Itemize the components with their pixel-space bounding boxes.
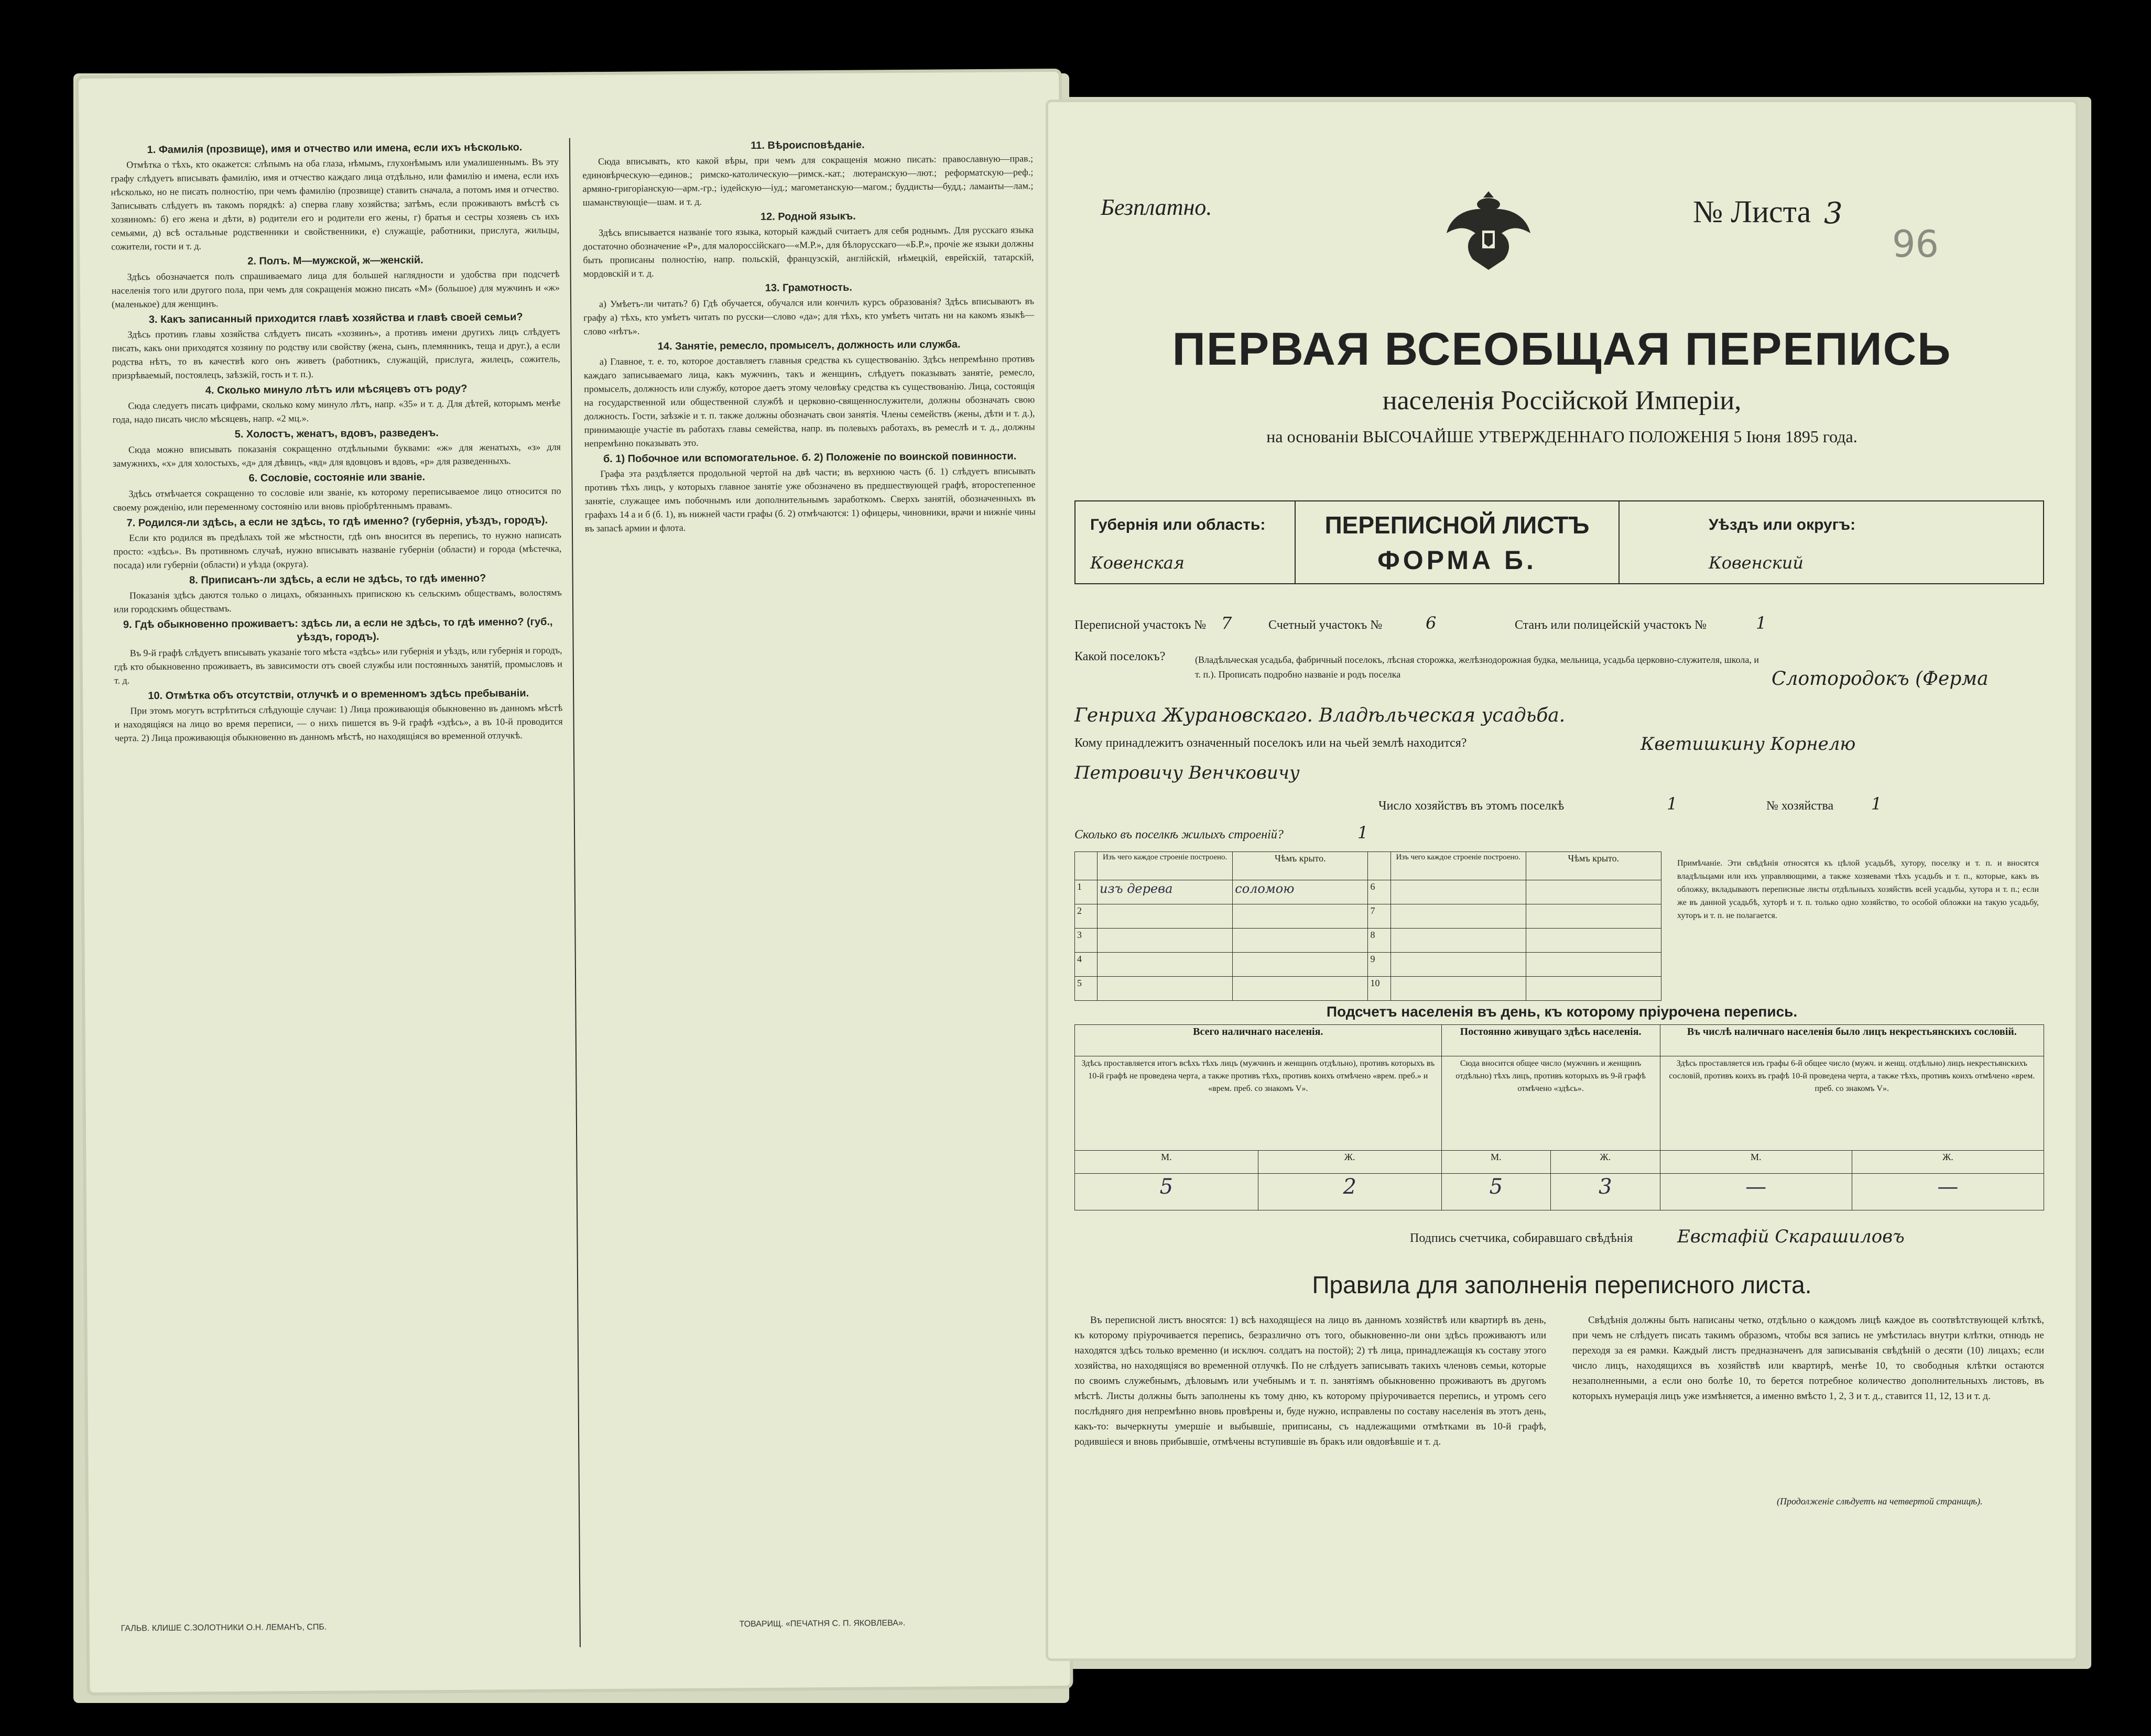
section-body: Здѣсь отмѣчается сокращенно то сословіе или званіе, къ которому переписываемое лицо относится по своему рожденію, или переменному состоянію или вновь пріобрѣтеннымъ правамъ. [113, 485, 561, 513]
nonpeasant-female-value: — [1852, 1174, 2044, 1210]
female-label: Ж. [1258, 1151, 1441, 1174]
settlement-value-1: Слотородокъ (Ферма [1772, 668, 1989, 690]
owner-value-2: Петровичу Венчковичу [1074, 762, 1300, 783]
district-value: Ковенский [1709, 553, 1804, 573]
section-body: Здѣсь вписывается названіе того языка, который каждый считаетъ для себя роднымъ. Для русскаго языка достаточно обозначение «Р», для малороссійскаго—«М.Р.», для бѣлорусскаго—«Б.Р.», прочіе же языки должны быть прописаны полностію, напр. польскій, французскій, англійскій, нѣмецкій, еврейскій, татарскій, мордовскій и т. д. [583, 224, 1034, 279]
population-table [1074, 1024, 2044, 1210]
section-title: 3. Какъ записанный приходится главѣ хозяйства и главѣ своей семьи? [148, 311, 523, 326]
left-page [79, 72, 1070, 1693]
section-body: Въ 9-й графѣ слѣдуетъ вписывать указаніе того мѣста «здѣсь» или губернія и уѣздъ, или губернія и городъ, гдѣ кто обыкновенно проживаетъ, въ зависимости отъ своей службы или постоянныхъ занятій, промысловъ и т. д. [114, 645, 562, 686]
owner-value-1: Кветишкину Корнелю [1641, 734, 1856, 755]
column-separator [569, 138, 581, 1647]
section-title: 5. Холостъ, женатъ, вдовъ, разведенъ. [234, 427, 439, 440]
section-title: б. 1) Побочное или вспомогательное. б. 2) Положеніе по воинской повинности. [603, 450, 1017, 465]
row-number: 6 [1368, 880, 1390, 904]
section-title: 2. Полъ. М—мужской, ж—женскій. [247, 254, 423, 267]
page-subtitle: населенія Россійской Имперіи, [1382, 386, 1742, 416]
section-body: Показанія здѣсь даются только о лицахъ, обязанныхъ припискою къ сельскимъ обществамъ, волостямъ или городскимъ обществамъ. [114, 587, 562, 615]
row-number: 4 [1075, 953, 1098, 977]
total-male-value: 5 [1075, 1174, 1258, 1210]
section-body: а) Главное, т. е. то, которое доставляетъ главныя средства къ существованію. Здѣсь непремѣнно противъ каждаго записываемаго лица, какъ мужчинъ, такъ и женщинъ, слѣдуетъ показывать занятіе, ремесло, промыселъ, должность или службу, которое даетъ этому человѣку средства къ существованію. Лица, состоящія на государственной или общественной службѣ и церковно-священнослужители, должны обозначать свою должность. Гости, заѣзжіе и т. п. также должны обозначать свои занятія. Члены семействъ (жены, дѣти и т. д.), принимающіе участіе въ работахъ главы семейства, напр. въ полевыхъ работахъ, въ ремеслѣ и т. д., должны непремѣнно показывать это. [583, 353, 1035, 449]
count-area-label: Счетный участокъ № [1268, 618, 1383, 632]
pop-col-text: Здѣсь проставляется изъ графы 6-й общее число (мужч. и женщ. отдѣльно) лицъ некрестьянскихъ сословій, противъ коихъ въ графѣ 10-й проведена черта, а также тѣхъ, противъ коихъ отмѣчено «врем. преб. со знакомъ V». [1660, 1056, 2044, 1151]
instructions-column-1 [111, 138, 569, 1598]
page-title: ПЕРВАЯ ВСЕОБЩАЯ ПЕРЕПИСЬ [1172, 323, 1952, 375]
row-number: 5 [1075, 977, 1098, 1001]
male-label: М. [1660, 1151, 1852, 1174]
signature-value: Евстафій Скарашиловъ [1677, 1226, 1905, 1247]
col-roof-header: Чѣмъ крыто. [1233, 852, 1368, 880]
female-label: Ж. [1551, 1151, 1660, 1174]
col-what-header-2: Изъ чего каждое строеніе построено. [1390, 852, 1526, 880]
imperial-eagle-icon [1436, 176, 1541, 280]
section-title: 4. Сколько минуло лѣтъ или мѣсяцевъ отъ роду? [205, 383, 468, 397]
settlement-hint: (Владѣльческая усадьба, фабричный поселокъ, лѣсная сторожка, желѣзнодорожная будка, мельница, усадьба церковно-служителя, школа, и т. п.). Прописать подробно названіе и родъ поселка [1195, 654, 1759, 680]
male-label: М. [1441, 1151, 1550, 1174]
province-value: Ковенская [1090, 553, 1185, 573]
section-body: Здѣсь противъ главы хозяйства слѣдуетъ писать «хозяинъ», а противъ имени другихъ лицъ слѣдуетъ писать, какъ они приходятся хозяину по родству или свойству (жена, сынъ, племянникъ, теща и друг.), а если родства нѣтъ, то въ качествѣ кого онъ живетъ (работникъ, служащій, прислуга, жилецъ, сожитель, призрѣваемый, постоялецъ, заѣзжій, гость и т. п.). [112, 326, 560, 381]
section-title: 11. Вѣроисповѣданіе. [751, 139, 865, 152]
rules-title: Правила для заполненія переписного листа. [1312, 1271, 1812, 1298]
population-heading: Подсчетъ населенія въ день, къ которому пріурочена перепись. [1326, 1003, 1798, 1020]
pop-col-text: Здѣсь проставляется итогъ всѣхъ тѣхъ лицъ (мужчинъ и женщинъ отдѣльно), противъ которыхъ въ 10-й графѣ не проведена черта, а также противъ тѣхъ, противъ коихъ отмѣчено «врем. преб.» и «врем. преб. со знакомъ V». [1075, 1056, 1442, 1151]
section-body: Сюда следуетъ писать цифрами, сколько кому минуло лѣтъ, напр. «35» и т. д. Для дѣтей, которымъ менѣе года, надо писать число мѣсяцевъ, напр. «2 мц.». [112, 397, 561, 425]
row-number: 3 [1075, 929, 1098, 953]
resident-female-value: 3 [1551, 1174, 1660, 1210]
legal-basis: на основаніи ВЫСОЧАЙШЕ УТВЕРЖДЕННАГО ПОЛОЖЕНІЯ 5 Іюня 1895 года. [1266, 427, 1857, 446]
col-roof-header-2: Чѣмъ крыто. [1526, 852, 1661, 880]
right-page [1048, 102, 2076, 1658]
row-number: 2 [1075, 904, 1098, 929]
buildings-value: 1 [1357, 823, 1368, 843]
section-body: Здѣсь обозначается полъ спрашиваемаго лица для большей наглядности и удобства при подсчетѣ населенія того или другого пола, при чемъ для сокращенія можно писать «М» (большое) для мужчинъ и «ж» (маленькое) для женщинъ. [111, 268, 560, 310]
form-title: ПЕРЕПИСНОЙ ЛИСТЪ [1324, 511, 1590, 539]
form-name: ФОРМА Б. [1377, 545, 1537, 575]
section-title: 9. Гдѣ обыкновенно проживаетъ: здѣсь ли, а если не здѣсь, то гдѣ именно? (губ., уѣздъ, городъ). [123, 616, 553, 643]
buildings-label: Сколько въ поселкѣ жилыхъ строеній? [1074, 828, 1284, 842]
pencil-mark: 96 [1892, 223, 1939, 266]
row-number: 1 [1075, 880, 1098, 904]
pop-col-header: Въ числѣ наличнаго населенія было лицъ некрестьянскихъ сословій. [1660, 1025, 2044, 1056]
section-title: 1. Фамилія (прозвище), имя и отчество или имена, если ихъ нѣсколько. [147, 141, 523, 156]
section-body: Если кто родился въ предѣлахъ той же мѣстности, гдѣ онъ вносится въ перепись, то нужно написать просто: «здѣсь». Въ противномъ случаѣ, нужно вписывать названіе губерніи (области) и города (мѣстечка, посада) или губерніи (области) и уѣзда (округа). [113, 529, 562, 571]
section-title: 8. Приписанъ-ли здѣсь, а если не здѣсь, то гдѣ именно? [189, 572, 486, 586]
row-number: 8 [1368, 929, 1390, 953]
pop-col-text: Сюда вносится общее число (мужчинъ и женщинъ отдѣльно) тѣхъ лицъ, противъ которыхъ въ 9-й графѣ отмѣчено «здѣсь». [1441, 1056, 1660, 1151]
col-what-header: Изъ чего каждое строеніе построено. [1098, 852, 1233, 880]
section-body: Сюда можно вписывать показанія сокращенно отдѣльными буквами: «ж» для женатыхъ, «з» для замужнихъ, «х» для холостыхъ, «д» для дѣвицъ, «вд» для вдовцовъ и вдовъ, «р» для разведенныхъ. [113, 441, 561, 469]
section-title: 6. Сословіе, состояніе или званіе. [248, 471, 426, 484]
female-label: Ж. [1852, 1151, 2044, 1174]
row-number: 7 [1368, 904, 1390, 929]
rules-left-text: Въ переписной листъ вносятся: 1) всѣ находящіеся на лицо въ данномъ хозяйствѣ или квартирѣ въ день, къ которому пріурочивается перепись, безразлично отъ того, обыкновенно-ли они здѣсь проживаютъ или находятся здѣсь только временно (и исключ. солдатъ на постой); 2) тѣ лица, принадлежащія къ составу этого хозяйства, но находящіяся во временной отлучкѣ. По не слѣдуетъ записывать такихъ членовъ семьи, которые по своимъ служебнымъ, дѣловымъ или учебнымъ и т. п. занятіямъ обыкновенно проживаютъ въ другомъ мѣстѣ. Листы должны быть заполнены къ тому дню, къ которому пріурочивается перепись, и утромъ сего послѣдняго дня непремѣнно вновь провѣрены и, буде нужно, исправлены по составу населенія въ этотъ день, какъ-то: вычеркнуты умершіе и выбывшіе, приписаны, съ надлежащими отмѣтками въ 10-й графѣ, родившіеся и вновь прибывшіе, отмѣчены вступившіе въ бракъ или овдовѣвшіе и т. д. [1074, 1315, 1546, 1447]
section-body: Отмѣтка о тѣхъ, кто окажется: слѣпымъ на оба глаза, нѣмымъ, глухонѣмымъ или умалишеннымъ. Въ эту графу слѣдуетъ вписывать фамилію, имя и отчество каждаго лица отдѣльно, или фамилію и имена, если ихъ нѣсколько, но не писать полностію, при чемъ фамилію (прозвище) ставить сначала, а потомъ имя и отчество. Записывать слѣдуетъ въ такомъ порядкѣ: а) сперва главу хозяйства; затѣмъ, если проживаютъ вмѣстѣ съ хозяиномъ: б) его жена и дѣти, в) родители его и родители его жены, г) братья и сестры хозяевъ съ ихъ семьями, д) всѣ остальные родственники и свойственники, е) служащіе, работники, прислуга, жильцы, сожители, гости и т. д. [111, 156, 560, 252]
section-title: 10. Отмѣтка объ отсутствіи, отлучкѣ и о временномъ здѣсь пребываніи. [148, 687, 529, 702]
row-number: 10 [1368, 977, 1390, 1001]
printer-credit-left: ГАЛЬВ. КЛИШЕ С.ЗОЛОТНИКИ О.Н. ЛЕМАНЪ, СПБ. [121, 1622, 327, 1633]
free-label: Безплатно. [1101, 194, 1212, 220]
sheet-number-label: № Листа [1693, 194, 1811, 229]
settlement-value-2: Генриха Журановскаго. Владѣльческая усадьба. [1074, 705, 1566, 726]
instructions-column-2 [582, 135, 1043, 1595]
section-title: 12. Родной языкъ. [760, 210, 856, 223]
section-body: Сюда вписывать, кто какой вѣры, при чемъ для сокращенія можно писать: православную—прав.; единовѣрческую—единов.; римско-католическую—римск.-кат.; лютеранскую—лют.; реформатскую—реф.; армяно-григоріанскую—арм.-гр.; іудейскую—іуд.; магометанскую—магом.; буддисты—будд.; ламаиты—лам.; шаманствующіе—шам. и т. д. [582, 153, 1034, 208]
buildings-note: Примѣчаніе. Эти свѣдѣнія относятся къ цѣлой усадьбѣ, хутору, поселку и т. п. и вносятся владѣльцами или ихъ управляющими, а также хозяевами тѣхъ усадьбъ и т. п., которые, какъ въ обложку, вкладываютъ переписные листы отдѣльныхъ хозяйствъ всей усадьбы, хутора и т. п.; если же въ данной усадьбѣ, хуторѣ и т. п. только одно хозяйство, то особой обложки на такую усадьбу, хуторъ и т. п. не полагается. [1677, 859, 2039, 920]
households-label: Число хозяйствъ въ этомъ поселкѣ [1378, 799, 1565, 813]
section-title: 7. Родился-ли здѣсь, а если не здѣсь, то гдѣ именно? (губернія, уѣздъ, городъ). [126, 514, 548, 529]
census-area-label: Переписной участокъ № [1074, 618, 1207, 632]
section-body: При этомъ могутъ встрѣтиться слѣдующіе случаи: 1) Лица проживающія обыкновенно въ данномъ мѣстѣ и находящіяся на лицо во время переписи, — о нихъ пишется въ 9-й графѣ «здѣсь», а въ 10-й проводится черта. 2) Лица проживающія обыкновенно въ данномъ мѣстѣ, но находящіяся во временной отлучкѣ. [114, 702, 563, 744]
pop-col-header: Постоянно живущаго здѣсь населенія. [1441, 1025, 1660, 1056]
row-number: 9 [1368, 953, 1390, 977]
male-label: М. [1075, 1151, 1258, 1174]
rules-left-column [1074, 1313, 1546, 1450]
owner-label: Кому принадлежитъ означенный поселокъ или на чьей землѣ находится? [1074, 736, 1467, 750]
pop-col-header: Всего наличнаго населенія. [1075, 1025, 1442, 1056]
total-female-value: 2 [1258, 1174, 1441, 1210]
household-number-value: 1 [1871, 794, 1882, 814]
printer-credit-right: ТОВАРИЩ. «ПЕЧАТНЯ С. П. ЯКОВЛЕВА». [739, 1619, 906, 1629]
rules-right-text: Свѣдѣнія должны быть написаны четко, отдѣльно о каждомъ лицѣ каждое въ соотвѣтствующей клѣткѣ, при чемъ не слѣдуетъ писать такимъ образомъ, чтобы вся запись не умѣстилась внутри клѣтки, отнюдь не переходя за ея рамки. Каждый листъ предназначенъ для записыванія свѣдѣній о десяти (10) лицахъ; если число лицъ, находящихся въ хозяйствѣ или квартирѣ, менѣе 10, то свободныя клѣтки остаются незаполненными, а если оно болѣе 10, то берется потребное количество дополнительныхъ листовъ, въ которыхъ нумерація лицъ уже измѣняется, а именно вмѣсто 1, 2, 3 и т. д., ставится 11, 12, 13 и т. д. [1572, 1315, 2044, 1402]
resident-male-value: 5 [1441, 1174, 1550, 1210]
stan-value: 1 [1756, 613, 1767, 633]
census-area-value: 7 [1221, 613, 1232, 633]
sheet-number-value: 3 [1824, 196, 1843, 231]
section-title: 14. Занятіе, ремесло, промыселъ, должность или служба. [657, 339, 961, 353]
settlement-label: Какой поселокъ? [1074, 650, 1166, 663]
households-value: 1 [1667, 794, 1678, 814]
stan-label: Станъ или полицейскій участокъ № [1515, 618, 1707, 632]
buildings-table [1074, 851, 1661, 1001]
count-area-value: 6 [1426, 613, 1437, 633]
building-material: изъ дерева [1098, 880, 1233, 904]
section-body: а) Умѣетъ-ли читать? б) Гдѣ обучается, обучался или кончилъ курсъ образованія? Здѣсь вписываютъ въ графу а) тѣхъ, кто умѣетъ читать по русски—слово «да»; для тѣхъ, кто умѣетъ читать ни на какомъ языкѣ—слово «нѣтъ». [583, 296, 1035, 337]
signature-label: Подпись счетчика, собиравшаго свѣдѣнія [1410, 1231, 1633, 1245]
section-title: 13. Грамотность. [765, 281, 852, 294]
section-body: Графа эта раздѣляется продольной чертой на двѣ части; въ верхнюю часть (б. 1) слѣдуетъ вписывать противъ тѣхъ лицъ, у которыхъ главное занятіе уже обозначено въ предшествующей графѣ, второстепенное занятіе, служащее имъ побочнымъ или дополнительнымъ заработкомъ. Сверхъ занятій, обозначенныхъ въ графахъ 14 а и б (б. 1), въ нижней части графы (б. 2) отмѣчаются: 1) офицеры, чиновники, врачи и нижніе чины въ запасѣ армии и флота. [584, 465, 1036, 534]
nonpeasant-male-value: — [1660, 1174, 1852, 1210]
household-number-label: № хозяйства [1766, 799, 1834, 813]
province-label: Губернія или область: [1090, 516, 1266, 533]
district-label: Уѣздъ или округъ: [1709, 516, 1856, 533]
continued-note: (Продолженіе слѣдуетъ на четвертой страницѣ). [1777, 1496, 1983, 1506]
rules-right-column [1572, 1313, 2044, 1405]
building-roof: соломою [1233, 880, 1368, 904]
